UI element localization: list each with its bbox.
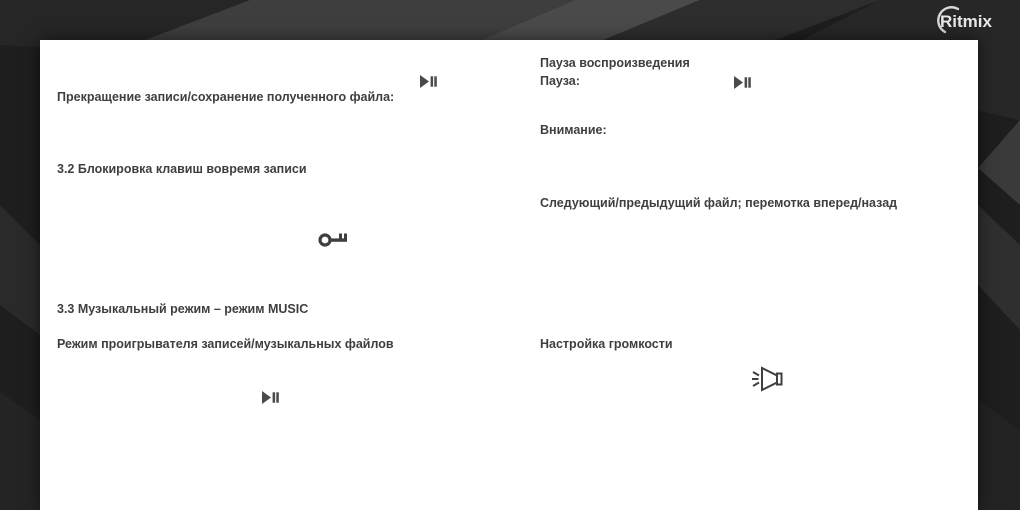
play-pause-icon [734,76,751,89]
logo-text: Ritmix [940,12,992,31]
next-prev-line: Следующий/предыдущий файл; перемотка вперед/назад [540,196,898,210]
section-3-2-heading: 3.2 Блокировка клавиш вовремя записи [57,162,307,176]
play-pause-icon [420,75,437,88]
player-mode-line: Режим проигрывателя записей/музыкальных файлов [57,337,394,351]
brand-logo [924,5,1014,35]
volume-line: Настройка громкости [540,337,673,351]
speaker-volume-icon [750,361,786,397]
stop-recording-line: Прекращение записи/сохранение полученного файла: [57,90,395,104]
section-3-3-heading: 3.3 Музыкальный режим – режим MUSIC [57,302,309,316]
attention-label: Внимание: [540,123,607,137]
pause-label: Пауза: [540,74,580,88]
pause-playback-line: Пауза воспроизведения [540,56,690,70]
play-pause-icon [262,391,279,404]
document-page[interactable] [40,40,978,510]
key-icon [318,228,349,248]
